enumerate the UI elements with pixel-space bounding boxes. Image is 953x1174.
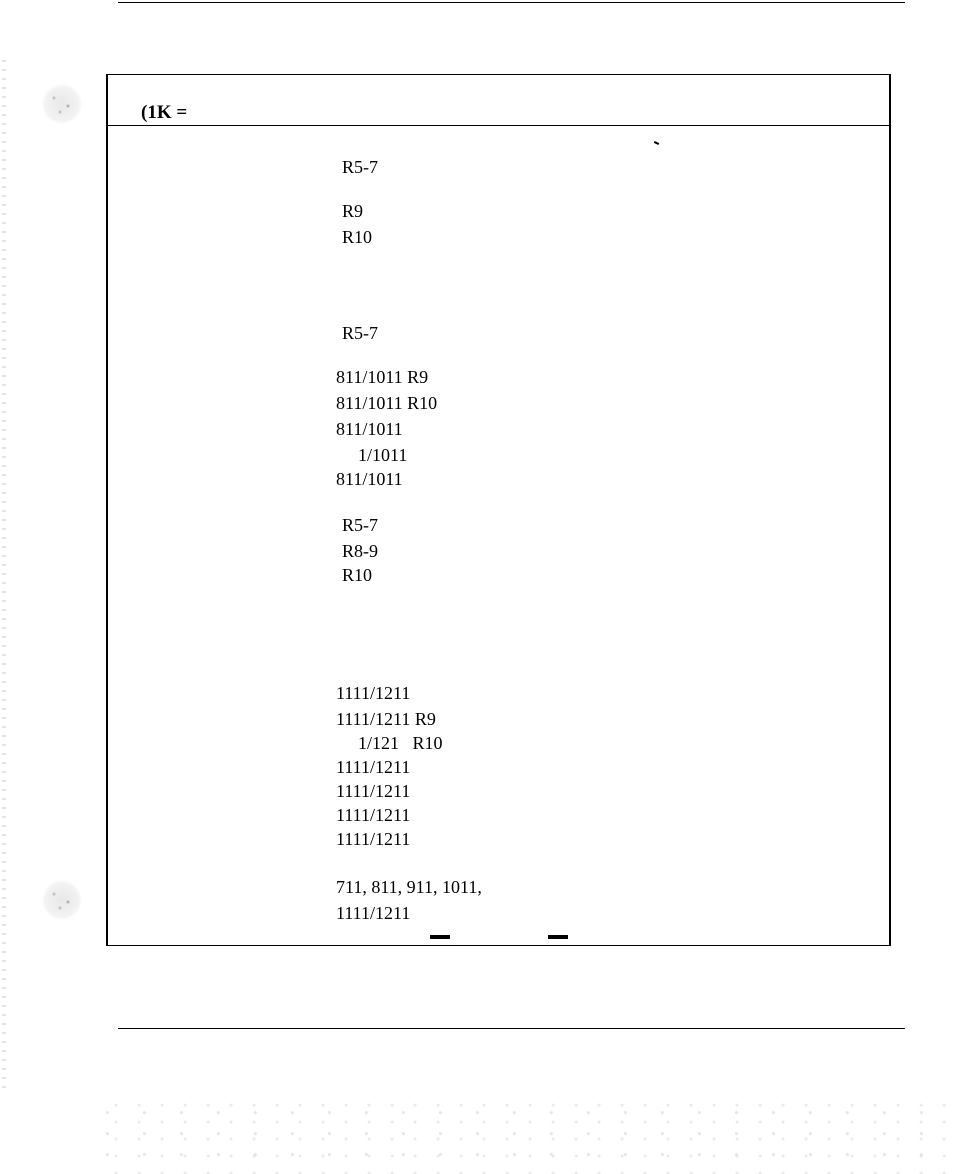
row-e-line-2: 1111/1211 (336, 903, 411, 923)
row-d-line-3: 1/121 R10 (358, 733, 443, 753)
row-a-r9: R9 (342, 201, 364, 221)
row-e-line-1: 711, 811, 911, 1011, (336, 877, 482, 897)
header-divider (108, 125, 889, 126)
punch-hole-bottom (42, 880, 82, 920)
row-b-line-4: 1/1011 (358, 445, 408, 465)
row-b-line-1: 811/1011 R9 (336, 367, 429, 387)
row-d-line-5: 1111/1211 (336, 781, 411, 801)
row-a-r5-7: R5-7 (342, 157, 378, 177)
bottom-rule (118, 1028, 905, 1029)
scan-edge-artifact (2, 60, 6, 1090)
header-note: (1K = (141, 102, 188, 123)
row-d-line-7: 1111/1211 (336, 829, 411, 849)
row-b-line-2: 811/1011 R10 (336, 393, 438, 413)
row-d-line-6: 1111/1211 (336, 805, 411, 825)
row-a-r10: R10 (342, 227, 373, 247)
row-d-line-4: 1111/1211 (336, 757, 411, 777)
dash-mark-2 (548, 935, 568, 939)
stray-mark (654, 141, 659, 145)
top-rule (118, 2, 905, 3)
row-c-r8-9: R8-9 (342, 541, 378, 561)
scan-noise-artifact (100, 1100, 953, 1174)
row-d-line-1: 1111/1211 (336, 683, 411, 703)
punch-hole-top (42, 84, 82, 124)
row-d-line-2: 1111/1211 R9 (336, 709, 436, 729)
row-b-line-3: 811/1011 (336, 419, 403, 439)
row-c-r10: R10 (342, 565, 373, 585)
row-b-r5-7: R5-7 (342, 323, 378, 343)
row-b-line-5: 811/1011 (336, 469, 403, 489)
table-frame (106, 74, 891, 946)
row-c-r5-7: R5-7 (342, 515, 378, 535)
dash-mark-1 (430, 935, 450, 939)
